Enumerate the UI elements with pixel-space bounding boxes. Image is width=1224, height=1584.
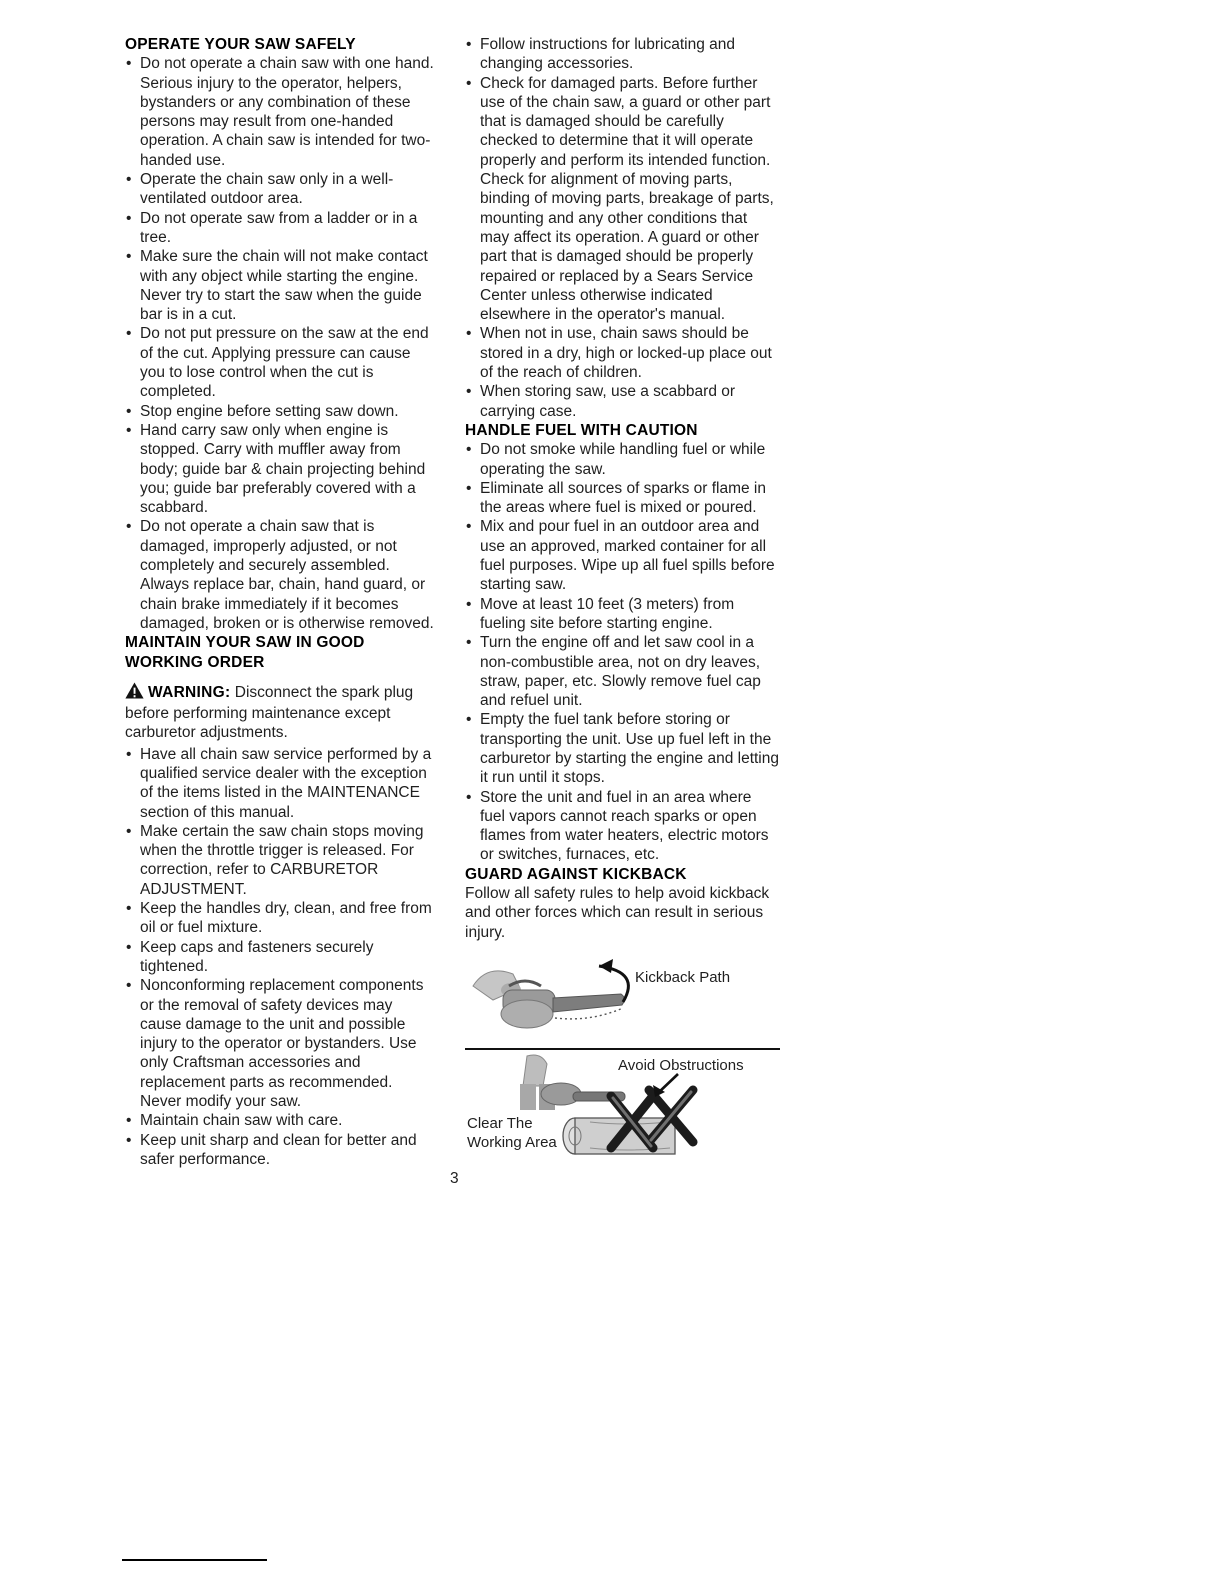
bullet-item: • Follow instructions for lubricating and changing accessories. xyxy=(465,35,780,74)
bullet-item: • Do not smoke while handling fuel or while operating the saw. xyxy=(465,440,780,479)
bullet-item: • Eliminate all sources of sparks or flame in the areas where fuel is mixed or poured. xyxy=(465,479,780,518)
fuel-bullet-list xyxy=(465,440,780,865)
obstructions-figure xyxy=(465,1052,780,1170)
figure-divider xyxy=(465,1048,780,1050)
avoid-obstructions-label: Avoid Obstructions xyxy=(618,1056,744,1074)
bullet-item: • Empty the fuel tank before storing or transporting the unit. Use up fuel left in the carburetor by starting the engine and letting it run until it stops. xyxy=(465,710,780,787)
bottom-rule xyxy=(122,1559,267,1561)
maintain-bullet-list xyxy=(125,745,438,1170)
kickback-path-label: Kickback Path xyxy=(635,968,731,986)
bullet-item: • When storing saw, use a scabbard or carrying case. xyxy=(465,382,780,421)
clear-working-area-label: Clear The Working Area xyxy=(467,1114,557,1151)
warning-label: WARNING: xyxy=(148,683,231,701)
continued-bullet-list xyxy=(465,35,780,421)
bullet-item: • Check for damaged parts. Before further use of the chain saw, a guard or other part that is damaged should be carefully checked to determine that it will operate properly and perform its intended function. Check for alignment of moving parts, binding of moving parts, breakage of parts, mounting and any other conditions that may affect its operation. A guard or other part that is damaged should be properly repaired or replaced by a Sears Service Center unless otherwise indicated elsewhere in the operator's manual. xyxy=(465,74,780,325)
bullet-item: • Nonconforming replacement components or the removal of safety devices may cause damage to the unit and possible injury to the operator or bystanders. Use only Craftsman accessories and replacement parts as recommended. Never modify your saw. xyxy=(125,976,438,1111)
bullet-item: • Operate the chain saw only in a well-ventilated outdoor area. xyxy=(125,170,438,209)
left-column xyxy=(125,35,438,1169)
kickback-intro: Follow all safety rules to help avoid kickback and other forces which can result in serious injury. xyxy=(465,885,770,941)
operate-bullet-list xyxy=(125,54,438,633)
bullet-item: • Do not operate saw from a ladder or in a tree. xyxy=(125,209,438,248)
bullet-item: • Turn the engine off and let saw cool in a non-combustible area, not on dry leaves, straw, paper, etc. Slowly remove fuel cap and refuel unit. xyxy=(465,633,780,710)
warning-icon xyxy=(125,682,144,704)
heading-maintain-saw: MAINTAIN YOUR SAW IN GOOD WORKING ORDER xyxy=(125,634,365,671)
bullet-item: • Do not operate a chain saw with one hand. Serious injury to the operator, helpers, bystanders or any combination of these persons may result from one-handed operation. A chain saw is intended for two-handed use. xyxy=(125,54,438,170)
bullet-item: • Move at least 10 feet (3 meters) from fueling site before starting engine. xyxy=(465,595,780,634)
bullet-item: • Make certain the saw chain stops moving when the throttle trigger is released. For correction, refer to CARBURETOR ADJUSTMENT. xyxy=(125,822,438,899)
bullet-item: • Hand carry saw only when engine is stopped. Carry with muffler away from body; guide bar & chain projecting behind you; guide bar preferably covered with a scabbard. xyxy=(125,421,438,517)
bullet-item: • Maintain chain saw with care. xyxy=(125,1111,438,1130)
heading-handle-fuel: HANDLE FUEL WITH CAUTION xyxy=(465,421,698,439)
page-number: 3 xyxy=(450,1170,459,1187)
warning-text: Disconnect the spark plug before performing maintenance except carburetor adjustments. xyxy=(125,683,414,742)
bullet-item: • Keep unit sharp and clean for better and safer performance. xyxy=(125,1131,438,1170)
heading-guard-kickback: GUARD AGAINST KICKBACK xyxy=(465,865,687,883)
bullet-item: • Keep the handles dry, clean, and free from oil or fuel mixture. xyxy=(125,899,438,938)
bullet-item: • Do not operate a chain saw that is damaged, improperly adjusted, or not completely and securely assembled. Always replace bar, chain, hand guard, or chain brake immediately if it becomes damaged, broken or is otherwise removed. xyxy=(125,517,438,633)
bullet-item: • Store the unit and fuel in an area where fuel vapors cannot reach sparks or open flames from water heaters, electric motors or switches, furnaces, etc. xyxy=(465,788,780,865)
bullet-item: • Keep caps and fasteners securely tightened. xyxy=(125,938,438,977)
bullet-item: • When not in use, chain saws should be stored in a dry, high or locked-up place out of the reach of children. xyxy=(465,324,780,382)
warning-note xyxy=(125,682,438,743)
bullet-item: • Make sure the chain will not make contact with any object while starting the engine. Never try to start the saw when the guide bar is in a cut. xyxy=(125,247,438,324)
kickback-figure xyxy=(465,956,780,1046)
bullet-item: • Stop engine before setting saw down. xyxy=(125,402,438,421)
bullet-item: • Have all chain saw service performed by a qualified service dealer with the exception of the items listed in the MAINTENANCE section of this manual. xyxy=(125,745,438,822)
bullet-item: • Do not put pressure on the saw at the end of the cut. Applying pressure can cause you to lose control when the cut is completed. xyxy=(125,324,438,401)
bullet-item: • Mix and pour fuel in an outdoor area and use an approved, marked container for all fuel purposes. Wipe up all fuel spills before starting saw. xyxy=(465,517,780,594)
right-column xyxy=(465,35,780,1170)
heading-operate-saw-safely: OPERATE YOUR SAW SAFELY xyxy=(125,36,356,53)
